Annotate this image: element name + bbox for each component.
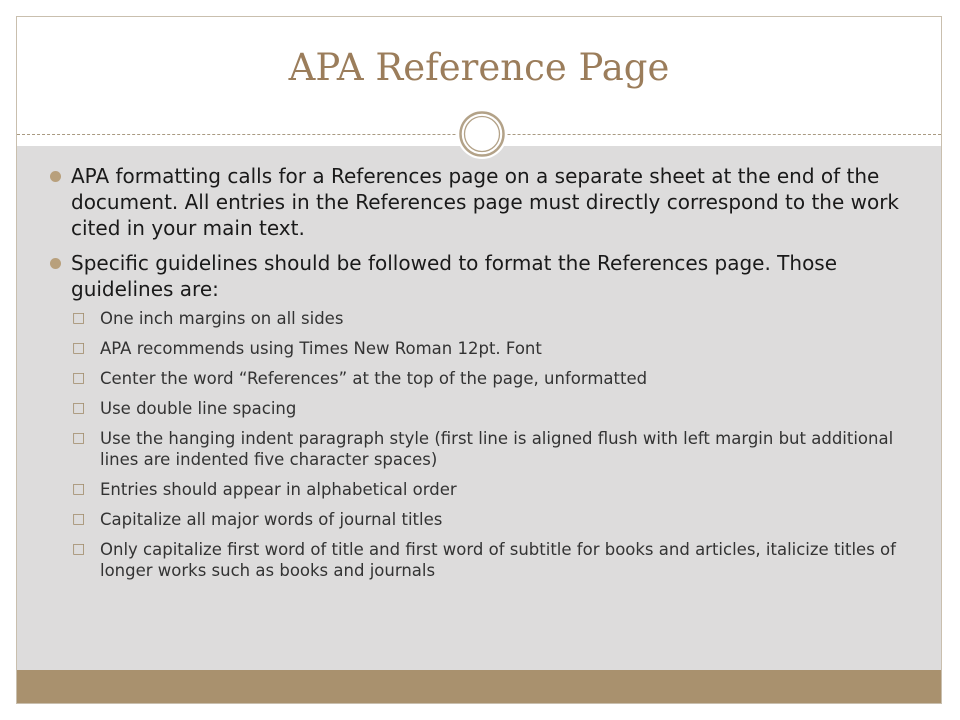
sub-bullet-item — [50, 539, 910, 581]
sub-bullet-text: Only capitalize first word of title and first word of subtitle for books and articles, italicize titles of longer works such as books and journals — [100, 540, 896, 580]
hollow-square-bullet-icon: □ — [72, 310, 86, 326]
sub-bullet-item — [50, 398, 910, 419]
guidelines-sublist — [50, 308, 910, 581]
sub-bullet-text: APA recommends using Times New Roman 12pt. Font — [100, 339, 542, 358]
sub-bullet-text: Entries should appear in alphabetical order — [100, 480, 457, 499]
hollow-square-bullet-icon: □ — [72, 481, 86, 497]
bullet-text: Specific guidelines should be followed to format the References page. Those guidelines are: — [71, 251, 838, 301]
ring-ornament-icon — [456, 108, 508, 160]
bullet-list — [50, 163, 910, 590]
sub-bullet-text: One inch margins on all sides — [100, 309, 344, 328]
sub-bullet-text: Capitalize all major words of journal titles — [100, 510, 443, 529]
bullet-dot-icon — [50, 258, 61, 269]
sub-bullet-text: Use double line spacing — [100, 399, 297, 418]
sub-bullet-text: Use the hanging indent paragraph style (first line is aligned flush with left margin but additional lines are indented five character spaces) — [100, 429, 894, 469]
hollow-square-bullet-icon: □ — [72, 541, 86, 557]
hollow-square-bullet-icon: □ — [72, 400, 86, 416]
bullet-item — [50, 163, 910, 241]
sub-bullet-item — [50, 308, 910, 329]
slide-title: APA Reference Page — [288, 46, 670, 89]
hollow-square-bullet-icon: □ — [72, 340, 86, 356]
sub-bullet-item — [50, 368, 910, 389]
sub-bullet-text: Center the word “References” at the top of the page, unformatted — [100, 369, 648, 388]
bullet-text: APA formatting calls for a References page on a separate sheet at the end of the document. All entries in the References page must directly correspond to the work cited in your main text. — [71, 164, 900, 240]
hollow-square-bullet-icon: □ — [72, 430, 86, 446]
sub-bullet-item — [50, 479, 910, 500]
bullet-dot-icon — [50, 171, 61, 182]
sub-bullet-item — [50, 509, 910, 530]
bullet-item — [50, 250, 910, 302]
hollow-square-bullet-icon: □ — [72, 370, 86, 386]
hollow-square-bullet-icon: □ — [72, 511, 86, 527]
sub-bullet-item — [50, 428, 910, 470]
sub-bullet-item — [50, 338, 910, 359]
